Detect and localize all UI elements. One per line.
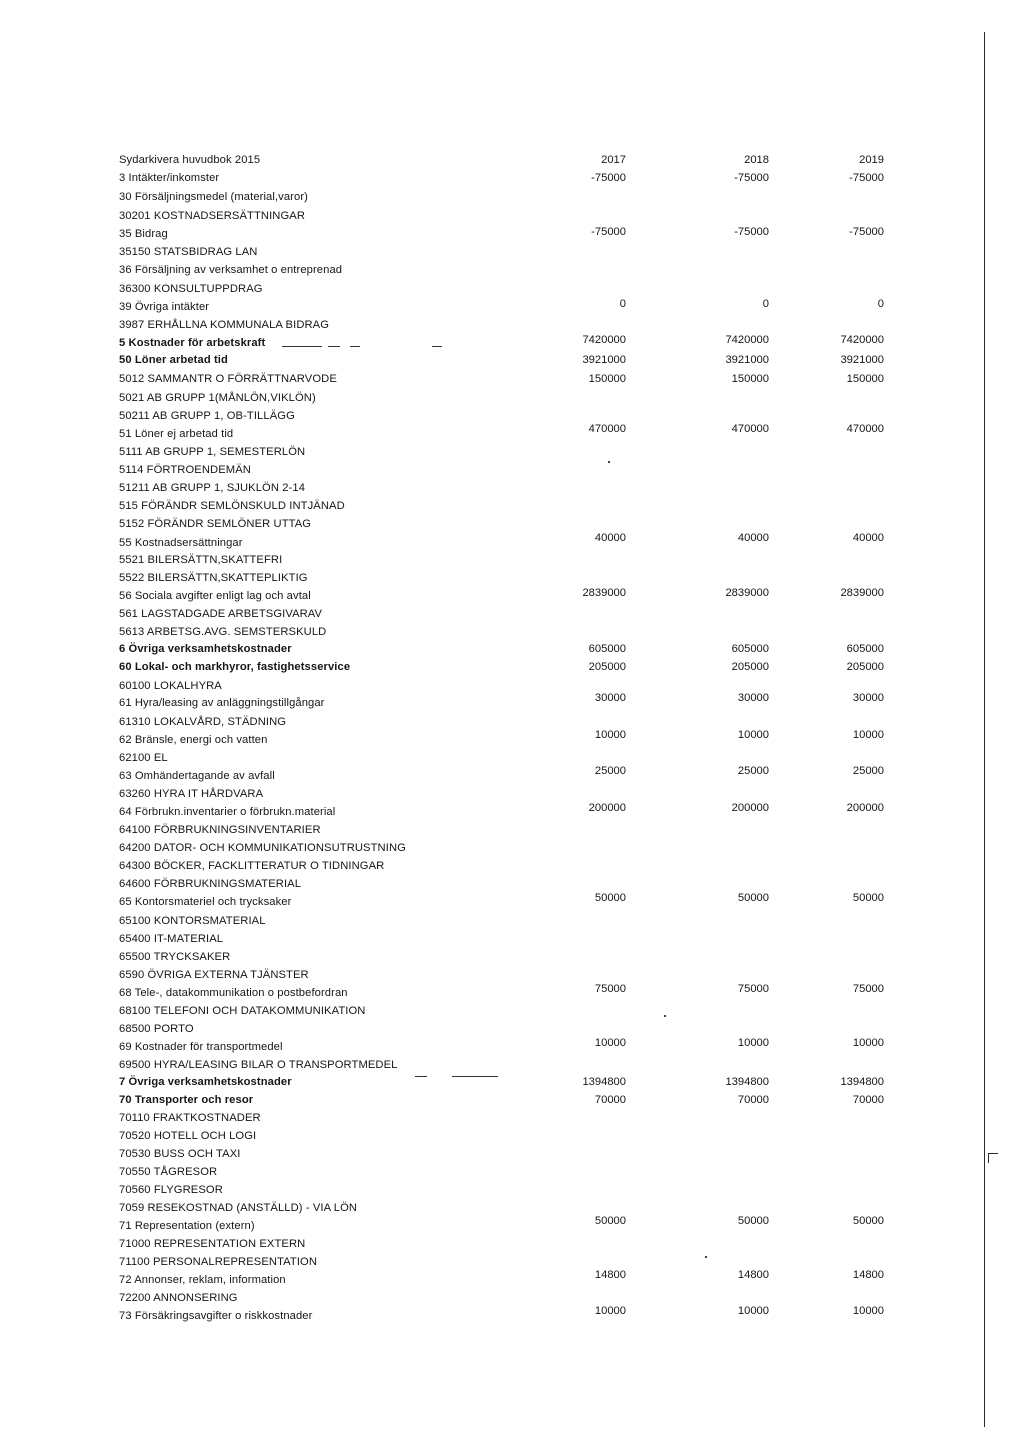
ledger-row [0,767,1024,785]
account-label: 70560 FLYGRESOR [119,1184,223,1196]
account-label: 64600 FÖRBRUKNINGSMATERIAL [119,878,302,890]
ledger-row [0,731,1024,749]
ledger-row [0,497,1024,515]
ledger-row [0,1091,1024,1109]
account-label: 6590 ÖVRIGA EXTERNA TJÄNSTER [119,969,309,981]
amount-2018: 50000 [737,1215,769,1227]
year-2019-header: 2019 [859,154,884,166]
account-label: 30 Försäljningsmedel (material,varor) [119,191,308,203]
amount-2019: 10000 [852,1037,884,1049]
account-label: 70520 HOTELL OCH LOGI [119,1130,257,1142]
ledger-row [0,479,1024,497]
ledger-row [0,1056,1024,1074]
ledger-row [0,803,1024,821]
amount-2018: 605000 [731,643,769,655]
account-label: 56 Sociala avgifter enligt lag och avtal [119,590,311,602]
amount-2019: 10000 [852,1305,884,1317]
ledger-row [0,1181,1024,1199]
account-label: 5114 FÖRTROENDEMÄN [119,464,251,476]
account-label: 3987 ERHÅLLNA KOMMUNALA BIDRAG [119,319,330,331]
ledger-row [0,1002,1024,1020]
account-label: 5 Kostnader för arbetskraft [119,337,266,349]
amount-2019: 2839000 [840,587,884,599]
amount-2018: 14800 [737,1269,769,1281]
ledger-row [0,1127,1024,1145]
amount-2019: 200000 [846,802,884,814]
account-label: 63260 HYRA IT HÅRDVARA [119,788,264,800]
ledger-row [0,640,1024,658]
amount-2017: 470000 [588,423,626,435]
ledger-row [0,1235,1024,1253]
amount-2017: 70000 [594,1094,626,1106]
account-label: 65100 KONTORSMATERIAL [119,915,266,927]
ledger-row [0,188,1024,206]
ledger-row [0,821,1024,839]
account-label: 68500 PORTO [119,1023,194,1035]
account-label: 64100 FÖRBRUKNINGSINVENTARIER [119,824,321,836]
account-label: 62 Bränsle, energi och vatten [119,734,268,746]
document-title: Sydarkivera huvudbok 2015 [119,154,261,166]
ledger-row [0,1109,1024,1127]
amount-2017: 50000 [594,1215,626,1227]
underline-dash [432,346,442,347]
ledger-row [0,912,1024,930]
amount-2019: 7420000 [840,334,884,346]
ledger-row [0,425,1024,443]
ledger-row [0,351,1024,369]
amount-2019: 470000 [846,423,884,435]
amount-2017: 14800 [594,1269,626,1281]
account-label: 36 Försäljning av verksamhet o entreprenad [119,264,343,276]
amount-2019: 25000 [852,765,884,777]
margin-tick-mark [988,1153,998,1154]
ledger-row [0,461,1024,479]
account-label: 50211 AB GRUPP 1, OB-TILLÄGG [119,410,295,422]
amount-2019: 40000 [852,532,884,544]
amount-2018: 150000 [731,373,769,385]
account-label: 39 Övriga intäkter [119,301,210,313]
ledger-row [0,694,1024,712]
amount-2018: 0 [762,298,769,310]
ledger-row [0,1271,1024,1289]
account-label: 64 Förbrukn.inventarier o förbrukn.material [119,806,336,818]
amount-2018: 470000 [731,423,769,435]
scan-speck [705,1256,707,1258]
account-label: 65400 IT-MATERIAL [119,933,224,945]
ledger-row [0,623,1024,641]
account-label: 60100 LOKALHYRA [119,680,222,692]
ledger-row [0,1307,1024,1325]
account-label: 5012 SAMMANTR O FÖRRÄTTNARVODE [119,373,337,385]
ledger-row [0,1217,1024,1235]
account-label: 50 Löner arbetad tid [119,354,228,366]
amount-2017: 200000 [588,802,626,814]
amount-2019: 0 [877,298,884,310]
ledger-row [0,1145,1024,1163]
account-label: 515 FÖRÄNDR SEMLÖNSKULD INTJÄNAD [119,500,345,512]
margin-tick-mark-vertical [988,1153,989,1163]
amount-2017: -75000 [591,172,626,184]
amount-2019: 10000 [852,729,884,741]
account-label: 64300 BÖCKER, FACKLITTERATUR O TIDNINGAR [119,860,385,872]
scan-speck [608,461,610,463]
ledger-row [0,169,1024,187]
amount-2019: 205000 [846,661,884,673]
account-label: 65 Kontorsmateriel och trycksaker [119,896,292,908]
amount-2017: 3921000 [582,354,626,366]
account-label: 64200 DATOR- OCH KOMMUNIKATIONSUTRUSTNING [119,842,406,854]
account-label: 36300 KONSULTUPPDRAG [119,283,263,295]
amount-2019: 30000 [852,692,884,704]
amount-2019: 70000 [852,1094,884,1106]
amount-2018: 25000 [737,765,769,777]
account-label: 70530 BUSS OCH TAXI [119,1148,241,1160]
amount-2019: 50000 [852,892,884,904]
ledger-row [0,658,1024,676]
ledger-row [0,839,1024,857]
underline-dash [282,346,322,347]
amount-2019: 605000 [846,643,884,655]
amount-2018: 70000 [737,1094,769,1106]
amount-2018: 205000 [731,661,769,673]
amount-2017: 10000 [594,1037,626,1049]
account-label: 5152 FÖRÄNDR SEMLÖNER UTTAG [119,518,312,530]
account-label: 3 Intäkter/inkomster [119,172,220,184]
amount-2018: 1394800 [725,1076,769,1088]
ledger-row [0,984,1024,1002]
amount-2018: 50000 [737,892,769,904]
amount-2019: 1394800 [840,1076,884,1088]
account-label: 7 Övriga verksamhetskostnader [119,1076,292,1088]
amount-2018: 30000 [737,692,769,704]
underline-dash [328,346,340,347]
account-label: 68100 TELEFONI OCH DATAKOMMUNIKATION [119,1005,366,1017]
account-label: 35150 STATSBIDRAG LAN [119,246,258,258]
account-label: 69500 HYRA/LEASING BILAR O TRANSPORTMEDEL [119,1059,398,1071]
amount-2018: -75000 [734,226,769,238]
header-row [0,151,1024,169]
ledger-row [0,389,1024,407]
ledger-row [0,605,1024,623]
amount-2017: 605000 [588,643,626,655]
ledger-row [0,1038,1024,1056]
account-label: 5021 AB GRUPP 1(MÅNLÖN,VIKLÖN) [119,392,316,404]
amount-2017: 205000 [588,661,626,673]
amount-2019: 150000 [846,373,884,385]
account-label: 5521 BILERSÄTTN,SKATTEFRI [119,554,283,566]
amount-2017: 40000 [594,532,626,544]
account-label: 73 Försäkringsavgifter o riskkostnader [119,1310,313,1322]
ledger-row [0,225,1024,243]
account-label: 72 Annonser, reklam, information [119,1274,286,1286]
amount-2018: 75000 [737,983,769,995]
account-label: 35 Bidrag [119,228,168,240]
amount-2017: -75000 [591,226,626,238]
amount-2018: 3921000 [725,354,769,366]
account-label: 71 Representation (extern) [119,1220,255,1232]
account-label: 68 Tele-, datakommunikation o postbefordran [119,987,348,999]
amount-2017: 50000 [594,892,626,904]
ledger-row [0,1073,1024,1091]
account-label: 561 LAGSTADGADE ARBETSGIVARAV [119,608,323,620]
amount-2017: 30000 [594,692,626,704]
ledger-row [0,948,1024,966]
account-label: 6 Övriga verksamhetskostnader [119,643,292,655]
account-label: 30201 KOSTNADSERSÄTTNINGAR [119,210,306,222]
account-label: 65500 TRYCKSAKER [119,951,231,963]
year-2017-header: 2017 [601,154,626,166]
amount-2018: 7420000 [725,334,769,346]
account-label: 7059 RESEKOSTNAD (ANSTÄLLD) - VIA LÖN [119,1202,358,1214]
account-label: 72200 ANNONSERING [119,1292,238,1304]
amount-2017: 150000 [588,373,626,385]
scan-speck [664,1015,666,1017]
account-label: 70550 TÅGRESOR [119,1166,218,1178]
account-label: 61310 LOKALVÅRD, STÄDNING [119,716,287,728]
ledger-row [0,1163,1024,1181]
account-label: 51 Löner ej arbetad tid [119,428,234,440]
ledger-row [0,551,1024,569]
account-label: 63 Omhändertagande av avfall [119,770,275,782]
ledger-row [0,243,1024,261]
amount-2019: -75000 [849,172,884,184]
amount-2019: -75000 [849,226,884,238]
account-label: 5613 ARBETSG.AVG. SEMSTERSKULD [119,626,327,638]
amount-2017: 1394800 [582,1076,626,1088]
amount-2018: -75000 [734,172,769,184]
ledger-row [0,261,1024,279]
account-label: 71000 REPRESENTATION EXTERN [119,1238,306,1250]
ledger-row [0,334,1024,352]
underline-dash [350,346,360,347]
account-label: 62100 EL [119,752,168,764]
ledger-row [0,857,1024,875]
underline-dash [452,1076,498,1077]
amount-2018: 10000 [737,1305,769,1317]
amount-2018: 40000 [737,532,769,544]
account-label: 70 Transporter och resor [119,1094,254,1106]
ledger-row [0,443,1024,461]
amount-2017: 0 [619,298,626,310]
account-label: 70110 FRAKTKOSTNADER [119,1112,261,1124]
amount-2019: 3921000 [840,354,884,366]
amount-2019: 14800 [852,1269,884,1281]
underline-dash [415,1076,427,1077]
ledger-row [0,587,1024,605]
amount-2017: 7420000 [582,334,626,346]
ledger-row [0,298,1024,316]
amount-2018: 10000 [737,729,769,741]
account-label: 61 Hyra/leasing av anläggningstillgångar [119,697,325,709]
ledger-row [0,370,1024,388]
right-margin-rule [984,32,985,1427]
amount-2017: 25000 [594,765,626,777]
amount-2017: 10000 [594,729,626,741]
account-label: 5522 BILERSÄTTN,SKATTEPLIKTIG [119,572,308,584]
account-label: 51211 AB GRUPP 1, SJUKLÖN 2-14 [119,482,306,494]
ledger-row [0,534,1024,552]
account-label: 5111 AB GRUPP 1, SEMESTERLÖN [119,446,306,458]
amount-2018: 2839000 [725,587,769,599]
ledger-row [0,930,1024,948]
account-label: 69 Kostnader för transportmedel [119,1041,283,1053]
year-2018-header: 2018 [744,154,769,166]
amount-2018: 200000 [731,802,769,814]
account-label: 55 Kostnadsersättningar [119,537,243,549]
account-label: 71100 PERSONALREPRESENTATION [119,1256,318,1268]
amount-2018: 10000 [737,1037,769,1049]
amount-2019: 50000 [852,1215,884,1227]
amount-2017: 2839000 [582,587,626,599]
account-label: 60 Lokal- och markhyror, fastighetsservice [119,661,351,673]
ledger-row [0,893,1024,911]
amount-2019: 75000 [852,983,884,995]
amount-2017: 75000 [594,983,626,995]
amount-2017: 10000 [594,1305,626,1317]
